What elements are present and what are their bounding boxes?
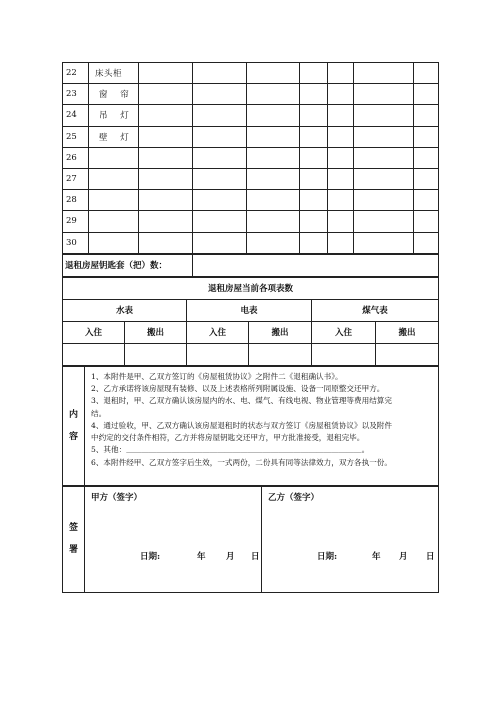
- item-value-cell[interactable]: [354, 232, 414, 253]
- item-value-cell[interactable]: [328, 105, 354, 126]
- content-table: [62, 366, 439, 486]
- item-value-cell[interactable]: [139, 105, 193, 126]
- content-line: 中约定的交付条件相符，乙方并将房屋钥匙交还甲方，甲方批准接受，退租完毕。: [91, 433, 365, 443]
- item-number: 24: [63, 105, 89, 126]
- item-value-cell[interactable]: [414, 147, 439, 168]
- item-value-cell[interactable]: [300, 105, 328, 126]
- item-value-cell[interactable]: [354, 105, 414, 126]
- gas-move-out-field[interactable]: [376, 343, 439, 365]
- item-row: [63, 84, 439, 105]
- item-value-cell[interactable]: [247, 211, 300, 232]
- item-name: [89, 232, 139, 253]
- item-value-cell[interactable]: [354, 84, 414, 105]
- item-value-cell[interactable]: [354, 168, 414, 189]
- item-value-cell[interactable]: [139, 63, 193, 84]
- item-number: 30: [63, 232, 89, 253]
- item-value-cell[interactable]: [247, 190, 300, 211]
- water-move-in-header: 入住: [63, 321, 125, 343]
- item-value-cell[interactable]: [247, 126, 300, 147]
- party-b-year: 年: [372, 551, 381, 562]
- party-a-year: 年: [197, 551, 206, 562]
- water-move-in-field[interactable]: [63, 343, 125, 365]
- item-row: [63, 168, 439, 189]
- item-value-cell[interactable]: [414, 84, 439, 105]
- item-number: 29: [63, 211, 89, 232]
- item-row: [63, 105, 439, 126]
- item-value-cell[interactable]: [300, 126, 328, 147]
- item-number: 25: [63, 126, 89, 147]
- item-value-cell[interactable]: [414, 105, 439, 126]
- item-value-cell[interactable]: [247, 232, 300, 253]
- item-value-cell[interactable]: [193, 147, 247, 168]
- content-line: 1、本附件是甲、乙双方签订的《房屋租赁协议》之附件二《退租确认书》。: [91, 371, 343, 381]
- meter-title: 退租房屋当前各项表数: [63, 277, 439, 299]
- content-line: 5、其他：＿＿＿＿＿＿＿＿＿＿＿＿＿＿＿＿＿＿＿＿＿＿＿＿＿＿＿＿＿＿＿。: [91, 445, 370, 455]
- item-value-cell[interactable]: [300, 84, 328, 105]
- item-value-cell[interactable]: [328, 147, 354, 168]
- gas-move-in-header: 入住: [312, 321, 376, 343]
- item-name: 壁 灯: [89, 126, 139, 147]
- content-line: 6、本附件经甲、乙双方签字后生效，一式两份，二份具有同等法律效力，双方各执一份。: [91, 457, 392, 467]
- item-name: 窗 帘: [89, 84, 139, 105]
- sign-label: 签 署: [68, 523, 78, 556]
- keys-count-field[interactable]: [193, 254, 439, 276]
- item-value-cell[interactable]: [354, 190, 414, 211]
- item-value-cell[interactable]: [193, 63, 247, 84]
- item-value-cell[interactable]: [139, 126, 193, 147]
- item-value-cell[interactable]: [354, 211, 414, 232]
- signature-table: [62, 486, 439, 593]
- item-value-cell[interactable]: [247, 84, 300, 105]
- item-value-cell[interactable]: [414, 126, 439, 147]
- item-value-cell[interactable]: [328, 190, 354, 211]
- item-value-cell[interactable]: [328, 63, 354, 84]
- item-number: 26: [63, 147, 89, 168]
- item-name: 床头柜: [89, 63, 139, 84]
- item-value-cell[interactable]: [193, 84, 247, 105]
- item-value-cell[interactable]: [139, 211, 193, 232]
- meter-table: [62, 277, 439, 366]
- keys-label: 退租房屋钥匙套（把）数：: [63, 254, 193, 276]
- content-lines: [85, 366, 439, 485]
- keys-table: [62, 254, 439, 277]
- item-value-cell[interactable]: [193, 232, 247, 253]
- item-value-cell[interactable]: [414, 190, 439, 211]
- content-label: 内 容: [68, 409, 78, 442]
- item-value-cell[interactable]: [139, 84, 193, 105]
- item-value-cell[interactable]: [300, 63, 328, 84]
- item-value-cell[interactable]: [247, 105, 300, 126]
- item-value-cell[interactable]: [193, 105, 247, 126]
- party-a-cell[interactable]: [85, 486, 262, 592]
- item-name: [89, 147, 139, 168]
- item-value-cell[interactable]: [300, 211, 328, 232]
- item-name: [89, 211, 139, 232]
- item-value-cell[interactable]: [354, 147, 414, 168]
- party-b-cell[interactable]: [262, 486, 439, 592]
- item-row: [63, 232, 439, 253]
- item-value-cell[interactable]: [139, 190, 193, 211]
- item-table: [62, 62, 439, 254]
- item-number: 28: [63, 190, 89, 211]
- item-name: 吊 灯: [89, 105, 139, 126]
- water-meter-header: 水表: [63, 299, 187, 321]
- item-value-cell[interactable]: [414, 232, 439, 253]
- item-value-cell[interactable]: [247, 147, 300, 168]
- water-move-out-header: 搬出: [125, 321, 187, 343]
- party-b-date-label: 日期:: [317, 551, 338, 562]
- electric-move-out-field[interactable]: [249, 343, 312, 365]
- party-a-date-label: 日期:: [140, 551, 161, 562]
- item-value-cell[interactable]: [193, 168, 247, 189]
- item-value-cell[interactable]: [328, 126, 354, 147]
- item-value-cell[interactable]: [300, 190, 328, 211]
- party-b-label: 乙方（签字）: [268, 492, 320, 503]
- item-number: 23: [63, 84, 89, 105]
- gas-meter-header: 煤气表: [312, 299, 439, 321]
- item-name: [89, 190, 139, 211]
- item-value-cell[interactable]: [414, 168, 439, 189]
- item-number: 22: [63, 63, 89, 84]
- sign-side-label: [63, 486, 85, 592]
- item-row: [63, 147, 439, 168]
- item-value-cell[interactable]: [300, 147, 328, 168]
- item-value-cell[interactable]: [354, 126, 414, 147]
- item-value-cell[interactable]: [328, 84, 354, 105]
- item-row: [63, 63, 439, 84]
- item-value-cell[interactable]: [300, 232, 328, 253]
- rental-termination-form: [62, 62, 438, 593]
- gas-move-in-field[interactable]: [312, 343, 376, 365]
- party-b-month: 月: [399, 551, 408, 562]
- item-row: [63, 126, 439, 147]
- party-a-month: 月: [226, 551, 235, 562]
- content-side-label: [63, 366, 85, 485]
- item-value-cell[interactable]: [328, 168, 354, 189]
- item-value-cell[interactable]: [328, 232, 354, 253]
- item-value-cell[interactable]: [300, 168, 328, 189]
- item-value-cell[interactable]: [193, 126, 247, 147]
- item-value-cell[interactable]: [414, 63, 439, 84]
- electric-move-in-header: 入住: [187, 321, 249, 343]
- electric-move-in-field[interactable]: [187, 343, 249, 365]
- item-row: [63, 211, 439, 232]
- electric-move-out-header: 搬出: [249, 321, 312, 343]
- item-value-cell[interactable]: [193, 211, 247, 232]
- party-a-label: 甲方（签字）: [91, 492, 143, 503]
- item-value-cell[interactable]: [354, 63, 414, 84]
- content-line: 4、通过验收，甲、乙双方确认该房屋退租时的状态与双方签订《房屋租赁协议》以及附件: [91, 420, 392, 430]
- item-value-cell[interactable]: [247, 168, 300, 189]
- item-row: [63, 190, 439, 211]
- content-line: 3、退租时，甲、乙双方确认该房屋内的水、电、煤气、有线电视、物业管理等费用结算完: [91, 396, 392, 406]
- item-value-cell[interactable]: [328, 211, 354, 232]
- item-value-cell[interactable]: [193, 190, 247, 211]
- electric-meter-header: 电表: [187, 299, 312, 321]
- content-line: 结。: [91, 408, 107, 418]
- item-value-cell[interactable]: [139, 232, 193, 253]
- content-line: 2、乙方承诺将该房屋现有装修、以及上述表格所列附属设施、设备一同原整交还甲方。: [91, 383, 385, 393]
- item-value-cell[interactable]: [247, 63, 300, 84]
- water-move-out-field[interactable]: [125, 343, 187, 365]
- item-name: [89, 168, 139, 189]
- party-a-day: 日: [251, 551, 260, 562]
- item-number: 27: [63, 168, 89, 189]
- gas-move-out-header: 搬出: [376, 321, 439, 343]
- item-value-cell[interactable]: [414, 211, 439, 232]
- item-value-cell[interactable]: [139, 147, 193, 168]
- party-b-day: 日: [426, 551, 435, 562]
- item-value-cell[interactable]: [139, 168, 193, 189]
